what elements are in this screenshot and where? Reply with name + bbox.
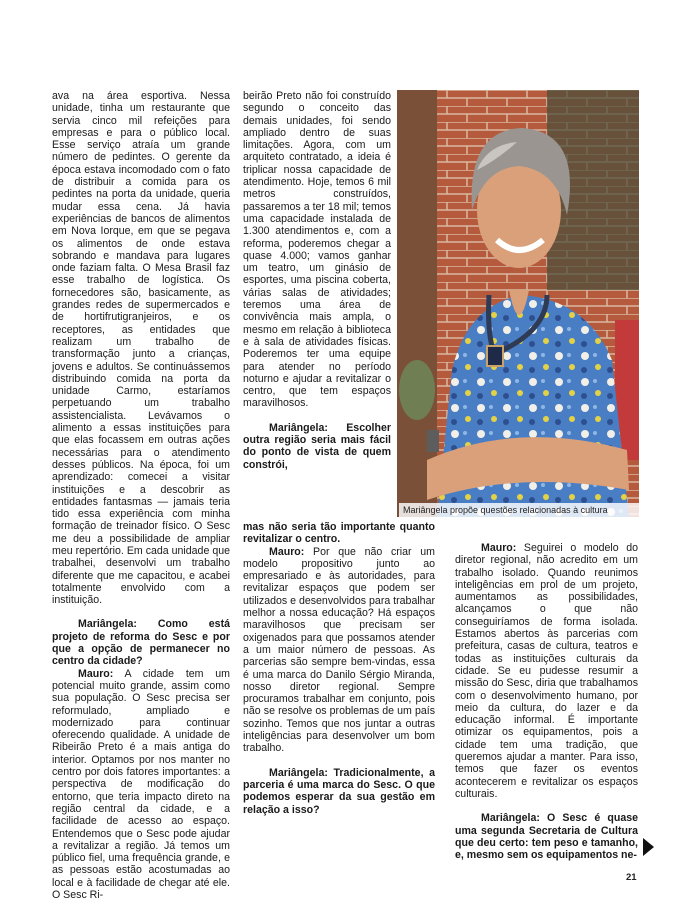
answer-text: Por que não criar um modelo propositivo junto ao empresariado e às autoridades, para revitalizar espaços que podem ser utilizados e desenvolvidos para trabalhar melhor a nossa educação? Há espaços maravilhosos que precisam ser oxigenados para que possamos atender a um maior número de pessoas. As parcerias são sempre bem-vindas, essa é uma marca do Danilo Sérgio Miranda, nosso diretor regional. Sempre procuramos trabalhar em conjunto, pois não se resolve os problemas de um país sozinho. Temos que nos juntar a outras inteligências para desenvolver um bom trabalho. [243,545,435,755]
portrait-photo [397,90,639,517]
question-2-continued: mas não seria tão importante quanto revitalizar o centro. [243,521,435,546]
photo-caption: Mariângela propõe questões relacionadas à cultura [399,503,639,517]
answer-2 [243,546,435,755]
body-paragraph: ava na área esportiva. Nessa unidade, tinha um restaurante que servia cinco mil refeições para empresas e para o público local. Esse serviço atraía um grande número de pedintes. O gerente da época estava incomodado com o fato de distribuir a comida para os pedintes na porta da unidade, queria mudar essa cena. Já havia experiências de bancos de alimentos em Nova Iorque, em que se pegava os alimentos de onde estava sobrando e mandava para lugares onde faziam falta. O Mesa Brasil faz esse trabalho de logística. Os fornecedores são, basicamente, as grandes redes de supermercados e de hortifrutigranjeiros, e os receptores, as entidades que realizam um trabalho de transformação junto a crianças, jovens e adultos. Se continuássemos distribuindo comida na porta da unidade Carmo, estaríamos perpetuando um trabalho assistencialista. Levávamos o alimento a essas instituições para que elas focassem em outras ações necessárias para o atendimento desses públicos. Na época, foi um aprendizado: comecei a visitar instituições e a descobrir as entidades fantasmas — jamais teria tido essa experiência com minha formação de treinador físico. O Sesc me deu a possibilidade de ampliar meu repertório. Em cada unidade que trabalhei, desenvolvi um trabalho diferente que me capacitou, e acabei totalmente envolvido com a instituição. [52,90,230,607]
question-3: Mariângela: Tradicionalmente, a parceria é uma marca do Sesc. O que podemos esperar da sua gestão em relação a isso? [243,766,435,816]
answer-1 [52,668,230,902]
body-paragraph: beirão Preto não foi construído segundo o conceito das demais unidades, foi sendo ampliado dentro de suas limitações. Agora, com um arquiteto contratado, a ideia é triplicar nossa capacidade de atendimento. Hoje, temos 6 mil metros construídos, passaremos a ter 18 mil; temos uma capacidade instalada de 1.300 atendimentos e, com a reforma, poderemos chegar a quase 4.000; vamos ganhar um teatro, um ginásio de esportes, uma piscina coberta, várias salas de atividades; teremos uma área de convivência mais ampla, o mesmo em relação à biblioteca e à sala de atividades físicas. Poderemos ter uma equipe para atender no período noturno e ajudar a revitalizar o centro, que tem espaços maravilhosos. [243,90,391,410]
answer-text: A cidade tem um potencial muito grande, assim como sua população. O Sesc precisa ser reformulado, ampliado e modernizado para continuar oferecendo qualidade. A unidade de Ribeirão Preto é a mais antiga do interior. Optamos por nos manter no centro por dois fatores importantes: a perspectiva de modificação do entorno, que teria impacto direto na região central da cidade, e a facilidade de acesso ao espaço. Entendemos que o Sesc pode ajudar a revitalizar a região. Já temos um público fiel, uma frequência grande, e as pessoas estão acostumadas ao local e à facilidade de chegar até ele. O Sesc Ri- [52,667,230,901]
answer-text: Seguirei o modelo do diretor regional, não acredito em um trabalho isolado. Quando reunimos inteligências em prol de um projeto, aumentamos as possibilidades, alcançamos o que não conseguiríamos de forma isolada. Estamos abertos às parcerias com prefeitura, casas de cultura, teatros e todas as instituições culturais da cidade. Se eu pudesse resumir a missão do Sesc, diria que trabalhamos com o desenvolvimento humano, por meio da cultura, do lazer e da educação informal. É importante otimizar os equipamentos, pois a cidade tem uma tradição, que queremos ajudar a manter. Para isso, temos que fazer os eventos acontecerem e revitalizar os espaços culturais. [455,542,638,800]
column-1 [52,90,230,901]
page-number: 21 [626,872,637,883]
column-3 [455,542,638,861]
question-4: Mariângela: O Sesc é quase uma segunda Secretaria de Cultura que deu certo: tem peso e tamanho, e, mesmo sem os equipamentos ne- [455,812,638,862]
speaker-label: Mauro: [78,667,114,680]
portrait-illustration [397,90,639,517]
speaker-label: Mauro: [481,542,517,554]
column-2-bottom [243,521,435,816]
answer-3 [455,542,638,800]
column-2-top [243,90,391,471]
question-2: Mariângela: Escolher outra região seria mais fácil do ponto de vista de quem constrói, [243,421,391,471]
question-1: Mariângela: Como está projeto de reforma do Sesc e por que a opção de permanecer no centro da cidade? [52,618,230,668]
speaker-label: Mauro: [269,545,305,558]
continue-arrow-icon [643,838,654,856]
